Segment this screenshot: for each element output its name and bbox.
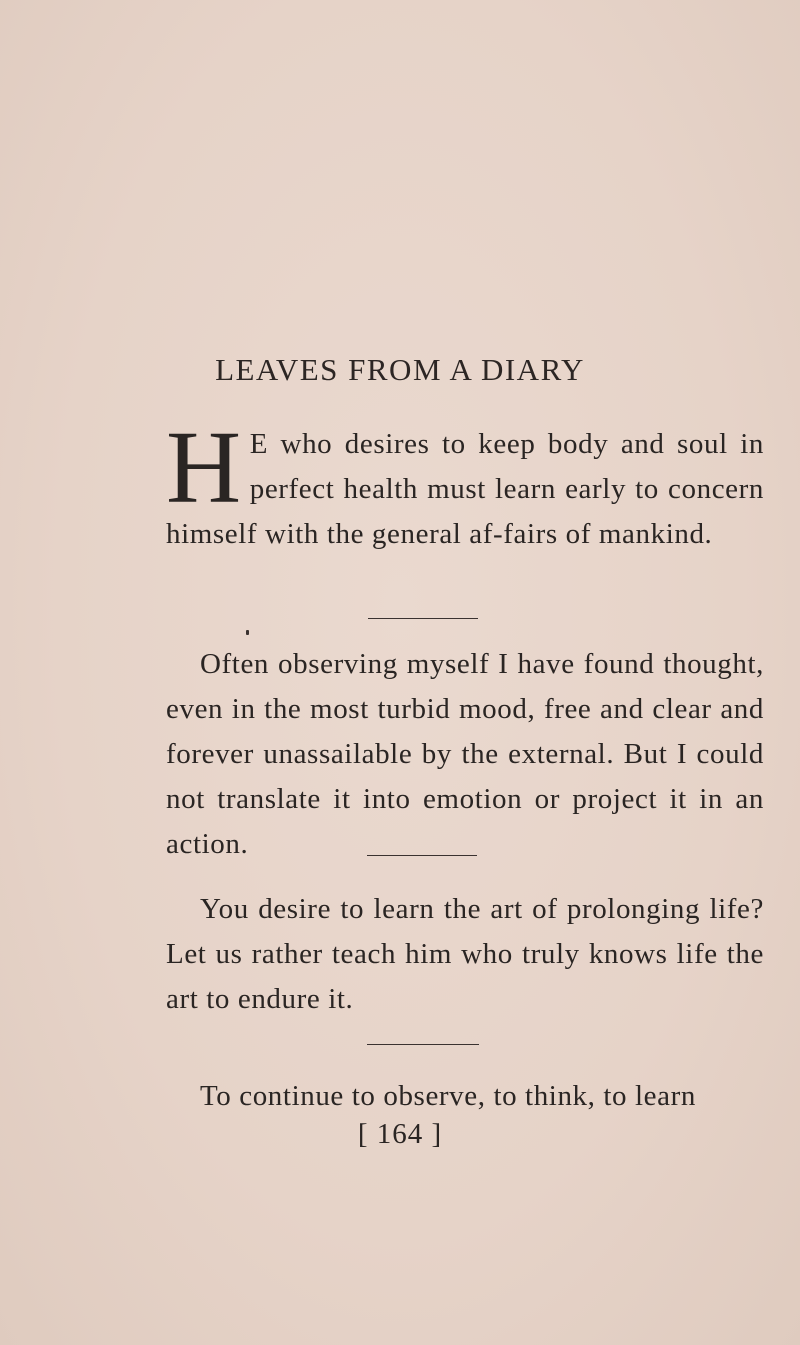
paragraph-2: Often observing myself I have found thought, even in the most turbid mood, free and clear and forever unassailable by the external. But I could not translate it into emotion or project it in an action. bbox=[166, 648, 764, 860]
running-head: LEAVES FROM A DIARY bbox=[215, 352, 585, 387]
section-divider bbox=[367, 1044, 479, 1045]
ink-speck bbox=[246, 630, 249, 635]
paragraph-1 bbox=[166, 410, 764, 557]
paragraph-1-text: E who desires to keep body and soul in perfect health must learn early to concern himself with the general af-fairs of mankind. bbox=[166, 428, 764, 550]
section-divider bbox=[367, 855, 477, 856]
section-divider bbox=[368, 618, 478, 619]
page-number: [ 164 ] bbox=[357, 1118, 443, 1150]
paragraph-4: To continue to observe, to think, to learn bbox=[200, 1080, 696, 1112]
paragraph-3: You desire to learn the art of prolonging life? Let us rather teach him who truly knows life the art to endure it. bbox=[166, 893, 764, 1015]
drop-cap: H bbox=[166, 410, 242, 525]
